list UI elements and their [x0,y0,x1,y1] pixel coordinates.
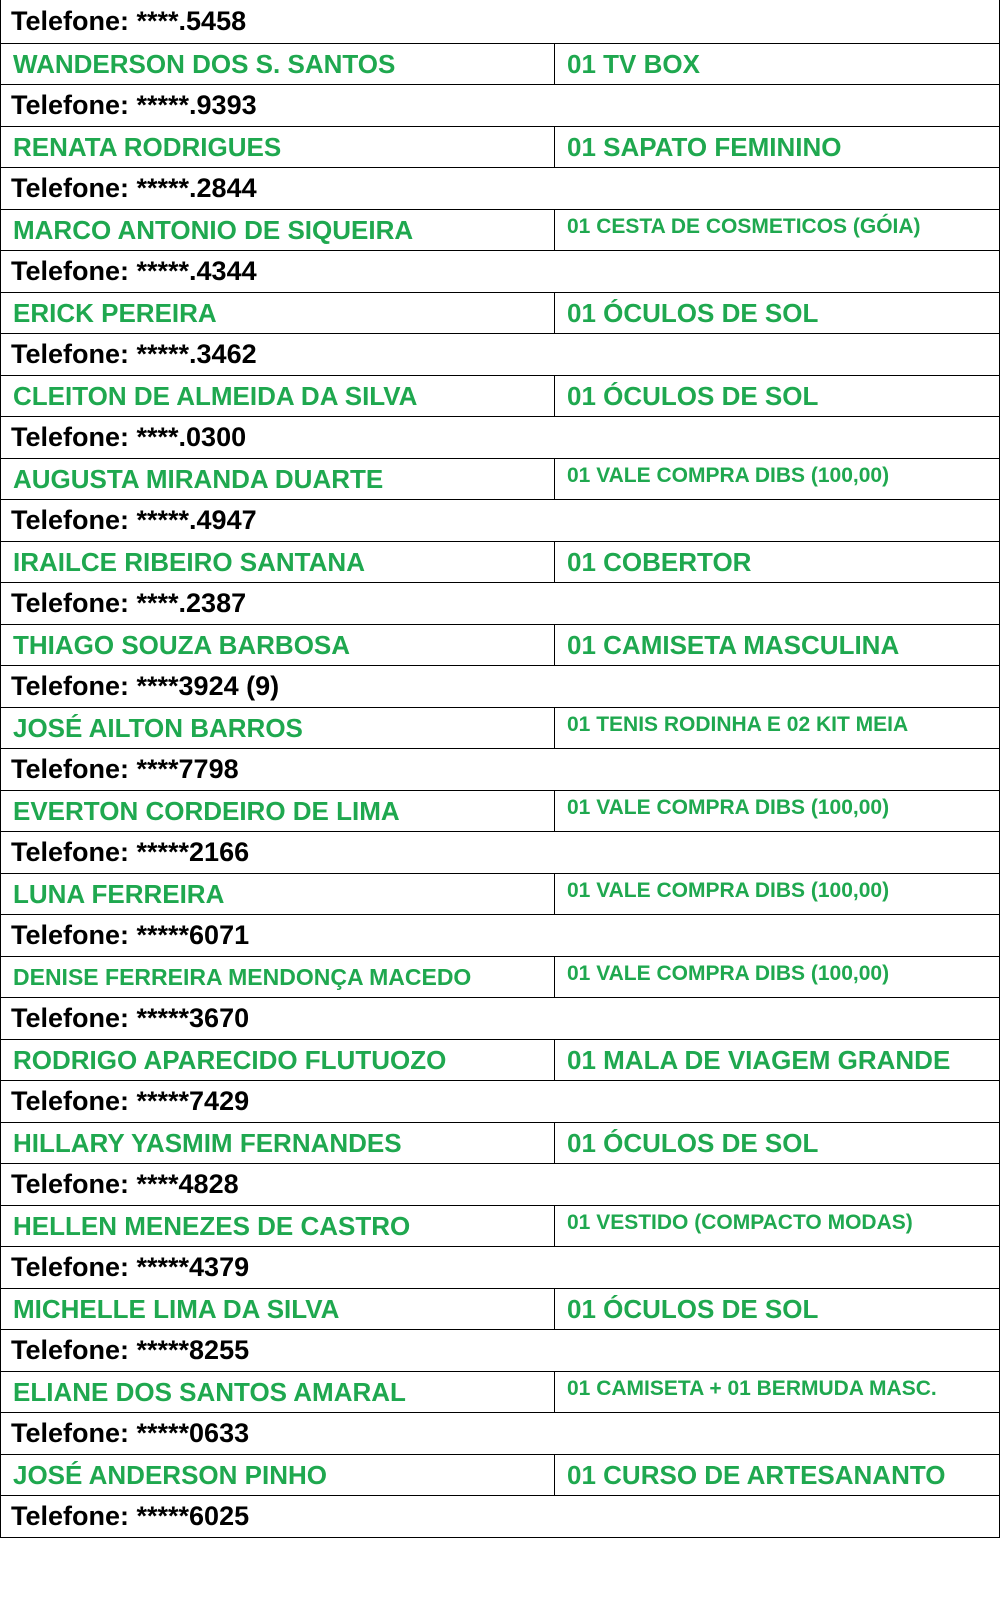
phone-row: Telefone: *****6025 [1,1495,999,1537]
phone-row: Telefone: *****.4344 [1,250,999,292]
winner-name: WANDERSON DOS S. SANTOS [1,44,555,84]
table-bottom-border [1,1537,999,1538]
winner-name: CLEITON DE ALMEIDA DA SILVA [1,376,555,416]
winner-row [1,1454,999,1495]
prize-description: 01 VALE COMPRA DIBS (100,00) [567,464,890,487]
winner-row [1,1371,999,1412]
winner-row [1,375,999,416]
winner-name: HELLEN MENEZES DE CASTRO [1,1206,555,1246]
winner-row [1,1122,999,1163]
phone-row: Telefone: *****4379 [1,1246,999,1288]
winner-row [1,541,999,582]
winner-name: RODRIGO APARECIDO FLUTUOZO [1,1040,555,1080]
prize-description: 01 TV BOX [567,48,700,79]
prize-description: 01 VALE COMPRA DIBS (100,00) [567,879,890,902]
winner-name: JOSÉ ANDERSON PINHO [1,1455,555,1495]
prize-description: 01 ÓCULOS DE SOL [567,1293,819,1324]
entries-list [1,43,999,1538]
winner-name: AUGUSTA MIRANDA DUARTE [1,459,555,499]
winner-row [1,1205,999,1246]
prize-description: 01 CESTA DE COSMETICOS (GÓIA) [567,215,921,238]
winner-name: DENISE FERREIRA MENDONÇA MACEDO [1,957,555,997]
winner-row [1,707,999,748]
phone-row: Telefone: *****8255 [1,1329,999,1371]
winner-row [1,790,999,831]
prize-description: 01 CURSO DE ARTESANANTO [567,1459,946,1490]
winner-row [1,458,999,499]
winner-row [1,1288,999,1329]
phone-row: Telefone: *****6071 [1,914,999,956]
phone-row: Telefone: ****.0300 [1,416,999,458]
winner-name: JOSÉ AILTON BARROS [1,708,555,748]
prize-description: 01 VALE COMPRA DIBS (100,00) [567,962,890,985]
winner-name: RENATA RODRIGUES [1,127,555,167]
prize-description: 01 MALA DE VIAGEM GRANDE [567,1044,951,1075]
phone-row: Telefone: ****.5458 [11,6,247,36]
winner-row [1,956,999,997]
winner-name: MARCO ANTONIO DE SIQUEIRA [1,210,555,250]
phone-row: Telefone: *****.2844 [1,167,999,209]
prize-description: 01 VALE COMPRA DIBS (100,00) [567,796,890,819]
winner-name: ERICK PEREIRA [1,293,555,333]
winner-row [1,126,999,167]
winner-row [1,209,999,250]
prize-description: 01 VESTIDO (COMPACTO MODAS) [567,1211,913,1234]
phone-row: Telefone: ****3924 (9) [1,665,999,707]
winner-row [1,1039,999,1080]
phone-row: Telefone: *****0633 [1,1412,999,1454]
winner-row [1,873,999,914]
prize-description: 01 ÓCULOS DE SOL [567,380,819,411]
phone-row: Telefone: ****.2387 [1,582,999,624]
winner-row [1,624,999,665]
phone-row: Telefone: ****7798 [1,748,999,790]
winner-row [1,292,999,333]
prize-description: 01 ÓCULOS DE SOL [567,297,819,328]
prize-description: 01 TENIS RODINHA E 02 KIT MEIA [567,713,909,736]
winner-name: ELIANE DOS SANTOS AMARAL [1,1372,555,1412]
phone-row: Telefone: *****7429 [1,1080,999,1122]
prize-description: 01 CAMISETA MASCULINA [567,629,900,660]
winner-name: MICHELLE LIMA DA SILVA [1,1289,555,1329]
winner-name: THIAGO SOUZA BARBOSA [1,625,555,665]
winner-name: LUNA FERREIRA [1,874,555,914]
winner-name: IRAILCE RIBEIRO SANTANA [1,542,555,582]
phone-row: Telefone: *****.3462 [1,333,999,375]
prize-description: 01 SAPATO FEMININO [567,131,842,162]
winner-name: EVERTON CORDEIRO DE LIMA [1,791,555,831]
phone-row: Telefone: *****3670 [1,997,999,1039]
phone-row: Telefone: *****.4947 [1,499,999,541]
winner-row [1,43,999,84]
prize-description: 01 COBERTOR [567,546,752,577]
prize-description: 01 CAMISETA + 01 BERMUDA MASC. [567,1377,937,1400]
phone-row: Telefone: ****4828 [1,1163,999,1205]
phone-row: Telefone: *****.9393 [1,84,999,126]
prize-description: 01 ÓCULOS DE SOL [567,1127,819,1158]
winner-name: HILLARY YASMIM FERNANDES [1,1123,555,1163]
phone-row: Telefone: *****2166 [1,831,999,873]
